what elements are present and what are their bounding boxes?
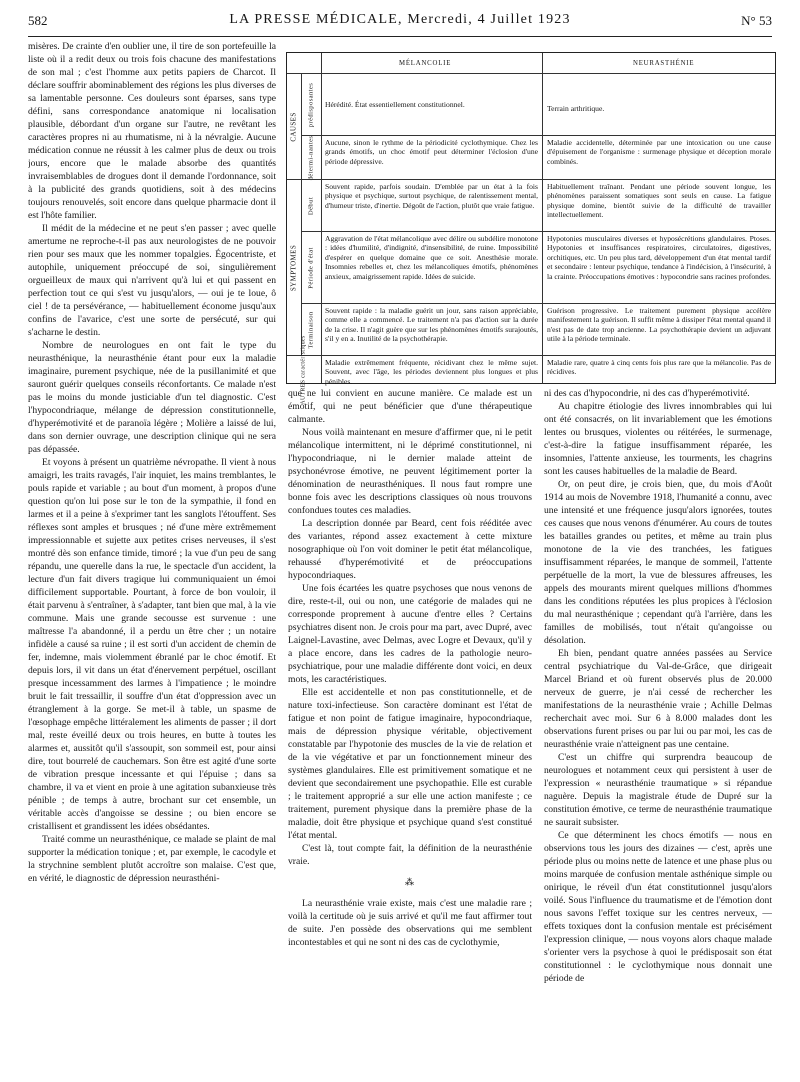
journal-title: LA PRESSE MÉDICALE, Mercredi, 4 Juillet 1923 xyxy=(229,12,571,27)
cell-neu: Habituellement traînant. Pendant une période souvent longue, les phénomènes paraissent somatiques sont seuls en cause. La fatigue physique domine, bientôt suivie de la difficulté de travailler intellectuellement. xyxy=(542,180,775,232)
paragraph: Une fois écartées les quatre psychoses que nous venons de dire, reste-t-il, oui ou non, une catégorie de malades qui ne corresponde proprement à aucune d'entre elles ? Certains psychiatres disent non. Je crois pour ma part, avec Dupré, avec Laignel-Lavastine, avec Delmas, avec Logre et Devaux, qu'il y a place encore, dans les cadres de la pathologie neuro-psychiatrique, pour une maladie différente dont voici, en deux mots, les caractéristiques. xyxy=(288,583,532,685)
cell-neu: Terrain arthritique. xyxy=(542,74,775,136)
table-row: Terminaison Souvent rapide : la maladie guérit un jour, sans raison appréciable, comme elle a commencé. Le traitement n'a pas d'action sur la durée de la crise. Il n'agit guère que sur les phénomènes émotifs surajoutés, s'il y en a. Inutilité de la psychothérapie. Guérison progressive. Le traitement purement physique accélère manifestement la guérison. Il suffit même à dissiper l'état mental quand il n'est pas de date trop ancienne. La psychothérapie devient un adjuvant utile à la période terminale. xyxy=(301,303,775,356)
section-separator: ⁂ xyxy=(405,877,415,887)
table-row: prédisposantes Hérédité. État essentiellement constitutionnel. Terrain arthritique. xyxy=(301,73,775,136)
paragraph: La neurasthénie vraie existe, mais c'est une maladie rare ; voilà la certitude où je suis arrivé et qu'il me faut affirmer tout de suite. J'en possède des observations qui me semblent incontestables et qui ne sont ni des cas de cyclothymie, xyxy=(288,898,532,948)
paragraph: Elle est accidentelle et non pas constitutionnelle, et de nature toxi-infectieuse. Son caractère dominant est l'état de fatigue et non point de fatigue imaginaire, hypocondriaque, mais de dépression physique véritable, objectivement constatable par l'hypotonie des muscles de la vie de relation et de la vie végétative et par un fonctionnement mineur des systèmes glandulaires. Elle est primitivement somatique et ne devient que secondairement une psychopathie. Elle est curable ; le traitement approprié a sur elle une action manifeste ; ce traitement, purement physique dans la première phase de la maladie, doit être physique et psychique quand s'est constitué l'état mental. xyxy=(288,687,532,841)
paragraph: Et voyons à présent un quatrième névropathe. Il vient à nous amaigri, les traits ravagés, l'air inquiet, les mains tremblantes, le pouls rapide et variable ; au bout d'un moment, à propos d'une question qu'on lui pose sur le ton de la sympathie, il fond en larmes et il a peine à s'exprimer tant les sanglots l'étouffent. Ses réflexes sont amples et brusques ; né d'une mère extrêmement impressionnable et sujette aux petites crises nerveuses, il s'est montré dès son enfance timide, timoré ; la vue d'un peu de sang répandu, une querelle dans la rue, le spectacle d'un accident, la lecture d'un fait divers tragique lui communiquaient un émoi difficilement supportable. Pourtant, à force de bon vouloir, il était parvenu à s'entraîner, à s'adapter, tant bien que mal, à la vie commune. Mais une grande secousse est survenue : une maîtresse l'a abandonné, il a perdu un être cher ; un notaire infidèle a causé sa ruine ; il est sorti d'un accident de chemin de fer, indemne, mais violemment ébranlé par le choc émotif. Et depuis lors, il vit dans un état d'énervement perpétuel, oscillant presque incessamment des larmes à l'impatience ; le moindre bruit le fait tressaillir, il souffre d'un état d'oppression avec un étranglement à la gorge. Se met-il à table, un spasme de l'œsophage empêche littéralement les aliments de passer ; il dort mal, reste éveillé deux ou trois heures, en butte à toutes les alarmes et, aussitôt qu'il s'assoupit, son sommeil est, pour ainsi dire, tout bourrelé de cauchemars. Son être est agité d'une sorte de vibration presque incessante et qui l'épuise ; dans sa chambre, il va et vient en proie à une agitation subanxieuse très pénible ; de temps à autre, brochant sur cet ensemble, un véritable accès d'angoisse se dessine ; ou bien encore se cristallisent et grandissent les idées obsédantes. xyxy=(28,457,276,832)
header-neurasthenie: NEURASTHÉNIE xyxy=(633,60,695,67)
paragraph: La description donnée par Beard, cent fois rééditée avec des variantes, répond assez exactement à cette mixture nosographique où l'on voit dominer le petit état mélancolique, rehaussé d'hyperémotivité et de préoccupations hypocondriaques. xyxy=(288,518,532,581)
paragraph: C'est là, tout compte fait, la définition de la neurasthénie vraie. xyxy=(288,843,532,867)
paragraph: Au chapitre étiologie des livres innombrables qui lui ont été consacrés, on lit invariablement que les émotions lentes ou brusques, violentes ou réitérées, le surmenage, c'est-à-dire la fatigue insuffisamment réparée, les insomnies, l'attente anxieuse, les tourments, les chagrins sont les causes habituelles de la maladie de Beard. xyxy=(544,401,772,477)
table-header xyxy=(321,53,775,73)
text-column-3 xyxy=(544,387,772,1080)
paragraph: C'est un chiffre qui surprendra beaucoup de neurologues et notamment ceux qui persistent à user de l'expression « neurasthénie traumatique » si répandue naguère. Depuis la magistrale étude de Dupré sur la constitution émotive, ce terme de neurasthénie traumatique ne saurait subsister. xyxy=(544,752,772,828)
paragraph: Eh bien, pendant quatre années passées au Service central psychiatrique du Val-de-Grâce, que dirigeait Marcel Briand et où furent observés plus de 20.000 nerveux de guerre, je n'ai cessé de rechercher les manifestations de la neurasthénie vraie ; Achille Delmas recherchait avec moi. Sur 6 à 8.000 malades dont les observations furent prises ou par lui ou par moi, les cas de neurasthénie vraie n'atteignent pas une centaine. xyxy=(544,648,772,750)
cell-mel: Aggravation de l'état mélancolique avec délire ou subdélire monotone : idées d'humilité, d'indignité, d'insensibilité, de ruine. Impossibilité d'espérer en quelque domaine que ce soit. Anesthésie morale. Insomnies rebelles et, chez les mélancoliques émotifs, phénomènes anxieux, amaigrissement rapide. Idées de suicide. xyxy=(325,234,538,281)
paragraph: Ce que déterminent les chocs émotifs — nous en observions tous les jours des dizaines — c'est, après une période plus ou moins nette de latence et une phase plus ou moins marquée de confusion mentale asthénique simple ou onirique, le réveil d'un état constitutionnel jusqu'alors voilé. Sous l'influence du traumatisme et de l'émotion dont nous savons l'effet toxique sur les centres nerveux, — effets toxiques dont la confusion mentale est précisément l'expression clinique, — nous voyons alors chaque malade s'orienter vers la psychose à quoi le prédisposait son état constitutionnel : le cyclothymique nous donnait une période de xyxy=(544,830,772,984)
text-column-2 xyxy=(288,387,532,1080)
table-row: Période d'état Aggravation de l'état mélancolique avec délire ou subdélire monotone : idées d'humilité, d'indignité, d'insensibilité, de ruine. Impossibilité d'espérer en quelque domaine que ce soit. Anesthésie morale. Insomnies rebelles et, chez les mélancoliques émotifs, phénomènes anxieux, amaigrissement rapide. Idées de suicide. Hypotonies musculaires diverses et hyposécrétions glandulaires. Ptoses. Hypotonies et insuffisances respiratoires, circulatoires, digestives, orchitiques, etc. Un peu plus tard, développement d'un état mental tardif et secondaire : lenteur psychique, tendance à l'indécision, à l'insécurité, à la crainte. Préoccupations émotives : hypocondrie sans racines profondes. xyxy=(301,231,775,304)
group-causes: CAUSES xyxy=(287,73,302,180)
cell-mel: Souvent rapide : la maladie guérit un jour, sans raison appréciable, comme elle a commencé. Le traitement n'a pas d'action sur la durée de la crise. Il n'agit guère que sur les phénomènes émotifs surajoutés, s'il y en a. Inutilité de la psychothérapie. xyxy=(325,306,538,344)
paragraph: ni des cas d'hypocondrie, ni des cas d'hyperémotivité. xyxy=(544,388,750,399)
paragraph: Nous voilà maintenant en mesure d'affirmer que, ni le petit mélancolique intermittent, ni le déprimé constitutionnel, ni l'hypocondriaque, ni le dernier malade atteint de psychonévrose émotive, ne peuvent légitimement porter la dénomination de neurasthéniques. Il nous faut rompre une bonne fois avec les descriptions classiques où nous trouvons confondues toutes ces maladies. xyxy=(288,427,532,516)
text-column-1 xyxy=(28,40,276,1080)
page-header xyxy=(28,10,772,37)
issue-number: N° 53 xyxy=(741,13,772,28)
group-symptomes: SYMPTOMES xyxy=(287,179,302,356)
cell-neu: Maladie rare, quatre à cinq cents fois plus rare que la mélancolie. Pas de récidives. xyxy=(542,356,775,384)
paragraph: Il médit de la médecine et ne peut s'en passer ; avec quelle amertume ne reproche-t-il pas aux neurologistes de ne pouvoir rien pour ses maux que les nommer topalgies. Égocentriste, et autophile, uniquement préoccupé de soi, singulièrement orgueilleux de maux qui n'arrivent qu'à lui et qui passent en perfection tout ce qui s'est vu jusqu'alors, — oui je te loue, ô ciel ! de ta persévérance, — habituellement économe jusqu'aux confins de l'avarice, c'est une sorte de persécuté, sur qui s'acharne le destin. xyxy=(28,223,276,338)
header-melancolie: MÉLANCOLIE xyxy=(399,60,452,67)
cell-mel: Maladie extrêmement fréquente, récidivant chez le même sujet. Souvent, avec l'âge, les périodes deviennent plus longues et plus pénibles. xyxy=(325,358,538,386)
page-number: 582 xyxy=(28,13,48,28)
cell-neu: Maladie accidentelle, déterminée par une intoxication ou une cause d'épuisement de l'organisme : surmenage physique et déception morale combinés. xyxy=(542,136,775,180)
paragraph: Nombre de neurologues en ont fait le type du neurasthénique, la neurasthénie étant pour eux la maladie imaginaire, purement psychique, née de la pusillanimité et que sauront guérir quelques conseils réconfortants. Ce malade n'est pas le moins du monde justiciable d'un tel diagnostic. C'est l'hypocondriaque, mélange de dépression constitutionnelle, d'hyperémotivité et de paranoïa légère ; Molière a laissé de lui, dans son dernier ouvrage, une description clinique qui ne sera pas dépassée. xyxy=(28,340,276,455)
cell-neu: Hypotonies musculaires diverses et hyposécrétions glandulaires. Ptoses. Hypotonies et insuffisances respiratoires, circulatoires, digestives, orchitiques, etc. Un peu plus tard, développement d'un état mental tardif et secondaire : lenteur psychique, tendance à l'indécision, à l'insécurité, à la crainte. Préoccupations émotives : hypocondrie sans racines profondes. xyxy=(542,232,775,304)
paragraph: misères. De crainte d'en oublier une, il tire de son portefeuille la liste où il a redit deux ou trois fois chacune des manifestations de son mal ; c'est l'homme aux petits papiers de Charcot. Il déclare souffrir abominablement des régions les plus diverses de sa lamentable personne. Ces douleurs sont éparses, sans type défini, sans correspondance anatomique ni localisation plausible, débordant d'un organe sur l'autre, ne revêtant les caractères propres ni au rhumatisme, ni à la névralgie. Aucune médication connue ne réussit à les calmer plus de deux ou trois jours, encore que le malade absorbe des quantités invraisemblables de drogues dont il demande l'ordonnance, soit à la publicité des grands quotidiens, soit à des médecins toujours renouvelés, soit encore dans quelque pharmacie dont il est l'hôte familier. xyxy=(28,41,276,221)
paragraph: Or, on peut dire, je crois bien, que, du mois d'Août 1914 au mois de Novembre 1918, l'humanité a connu, avec une intensité et une fréquence jusqu'alors ignorées, toutes ces causes que nous venons d'énumérer. Au cours de toutes les batailles grandes ou petites, et même au train plus monotone de la vie des tranchées, les fatigues insuffisamment réparées, le manque de sommeil, l'attente perpétuelle de la mort, la vue de blessures affreuses, les appels des mourants mirent quelques millions d'hommes dans les conditions réputées les plus propices à l'éclosion du mal neurasthénique ; cependant qu'à l'arrière, dans les familles de mobilisés, tout n'était qu'angoisse ou désolation. xyxy=(544,479,772,646)
group-autres: AUTRES caractéristiques xyxy=(300,335,307,405)
table-row: détermi-nantes Aucune, sinon le rythme de la périodicité cyclothymique. Chez les grands émotifs, un choc émotif peut déterminer l'éclosion d'une période dépressive. Maladie accidentelle, déterminée par une intoxication ou une cause d'épuisement de l'organisme : surmenage physique et déception morale combinés. xyxy=(301,135,775,180)
table-row: Début Souvent rapide, parfois soudain. D'emblée par un état à la fois physique et psychique, surtout psychique, de ralentissement mental, d'humeur triste, d'inertie. Dégoût de l'action, plutôt que vraie fatigue. Habituellement traînant. Pendant une période souvent longue, les phénomènes paraissent somatiques sont seuls en cause. La fatigue physique domine, bientôt suivie de la difficulté de travailler intellectuellement. xyxy=(301,179,775,232)
cell-neu: Guérison progressive. Le traitement purement physique accélère manifestement la guérison. Il suffit même à dissiper l'état mental quand il n'est pas de date trop ancienne. La psychothérapie devient un adjuvant utile à la période terminale. xyxy=(542,304,775,356)
cell-mel: Souvent rapide, parfois soudain. D'emblée par un état à la fois physique et psychique, surtout psychique, de ralentissement mental, d'humeur triste, d'inertie. Dégoût de l'action, plutôt que vraie fatigue. xyxy=(325,182,538,210)
paragraph: que ne lui convient en aucune manière. Ce malade est un émotif, qui ne peut bénéficier que d'une thérapeutique calmante. xyxy=(288,388,532,425)
paragraph: Traité comme un neurasthénique, ce malade se plaint de mal supporter la médication tonique ; et, par exemple, le cacodyle et la strychnine semblent plutôt accroître son malaise. C'est que, en vérité, le diagnostic de dépression neurasthéni- xyxy=(28,834,276,884)
cell-mel: Hérédité. État essentiellement constitutionnel. xyxy=(325,100,465,109)
cell-mel: Aucune, sinon le rythme de la périodicité cyclothymique. Chez les grands émotifs, un choc émotif peut déterminer l'éclosion d'une période dépressive. xyxy=(325,138,538,166)
